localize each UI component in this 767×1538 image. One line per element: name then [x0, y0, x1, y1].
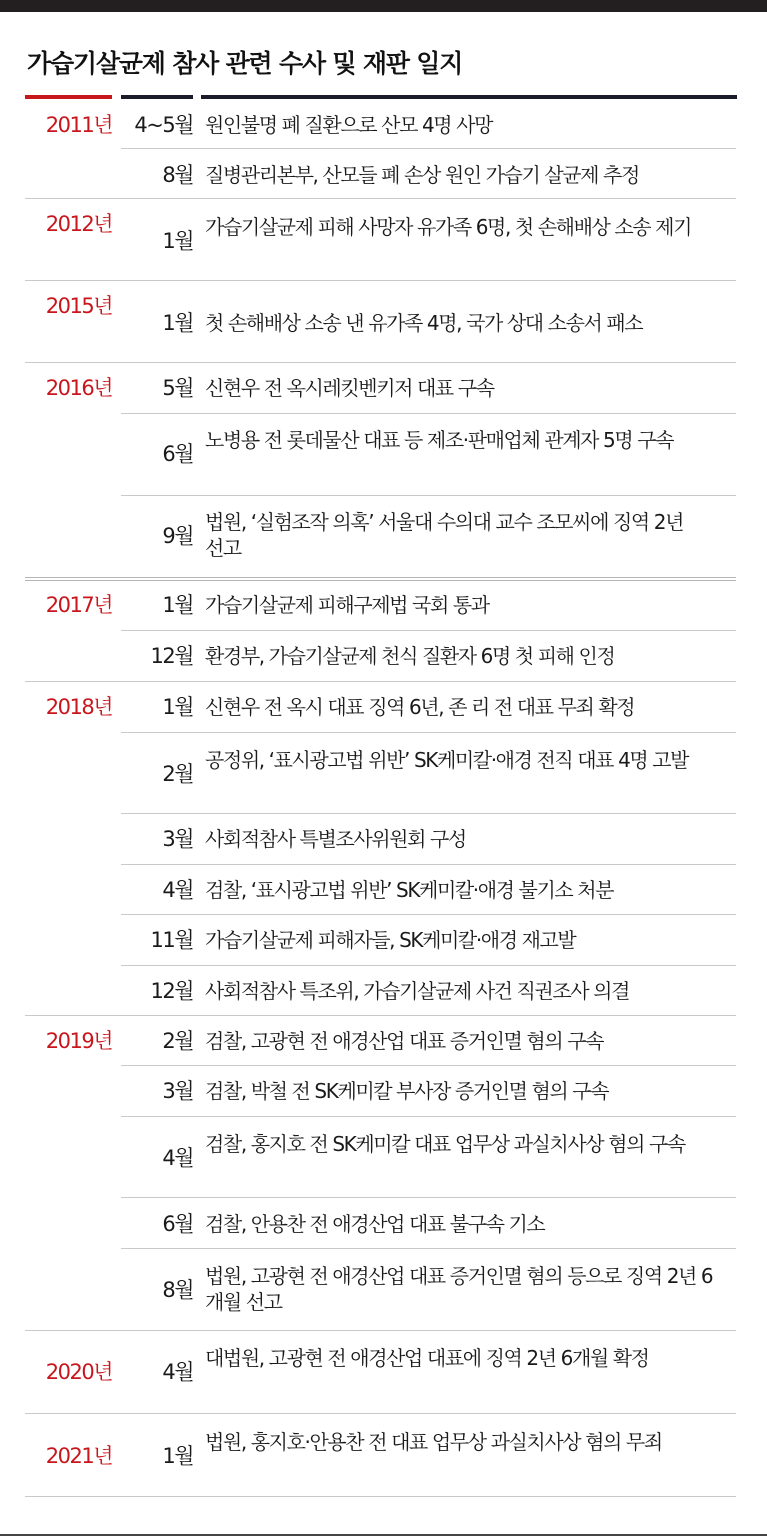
year-label: 2015년	[45, 294, 112, 318]
event-month: 6월	[162, 442, 193, 466]
event-text: 사회적참사 특별조사위원회 구성	[205, 827, 466, 851]
event-month: 9월	[162, 524, 193, 548]
event-text: 공정위, ‘표시광고법 위반’ SK케미칼·애경 전직 대표 4명 고발	[205, 748, 689, 772]
year-divider	[25, 280, 736, 281]
event-text: 가습기살균제 피해 사망자 유가족 6명, 첫 손해배상 소송 제기	[205, 215, 692, 239]
event-month: 2월	[162, 762, 193, 786]
year-divider	[25, 362, 736, 363]
year-label: 2018년	[45, 695, 112, 719]
row-divider	[121, 864, 736, 865]
event-text: 사회적참사 특조위, 가습기살균제 사건 직권조사 의결	[205, 979, 629, 1003]
row-divider	[121, 630, 736, 631]
row-divider	[121, 495, 736, 496]
month-column-header-bar	[121, 95, 193, 99]
event-month: 4~5월	[134, 113, 193, 137]
year-divider	[25, 681, 736, 682]
event-text: 첫 손해배상 소송 낸 유가족 4명, 국가 상대 소송서 패소	[205, 311, 643, 335]
year-label: 2017년	[45, 593, 112, 617]
year-divider-double	[25, 577, 736, 581]
event-text: 검찰, 홍지호 전 SK케미칼 대표 업무상 과실치사상 혐의 구속	[205, 1132, 685, 1156]
event-month: 11월	[150, 928, 193, 952]
bottom-bar	[0, 1534, 767, 1536]
event-month: 8월	[162, 163, 193, 187]
event-month: 12월	[150, 644, 193, 668]
year-divider	[25, 1330, 736, 1331]
event-month: 12월	[150, 979, 193, 1003]
event-text: 검찰, 박철 전 SK케미칼 부사장 증거인멸 혐의 구속	[205, 1079, 609, 1103]
event-month: 6월	[162, 1212, 193, 1236]
event-text: 신현우 전 옥시 대표 징역 6년, 존 리 전 대표 무죄 확정	[205, 695, 635, 719]
event-month: 3월	[162, 827, 193, 851]
year-label: 2011년	[45, 113, 112, 137]
top-bar	[0, 0, 767, 12]
event-month: 1월	[162, 695, 193, 719]
row-divider	[121, 1197, 736, 1198]
event-text: 검찰, ‘표시광고법 위반’ SK케미칼·애경 불기소 처분	[205, 878, 614, 902]
event-text: 검찰, 안용찬 전 애경산업 대표 불구속 기소	[205, 1212, 545, 1236]
event-text: 법원, ‘실험조작 의혹’ 서울대 수의대 교수 조모씨에 징역 2년 선고	[205, 510, 684, 560]
event-text: 검찰, 고광현 전 애경산업 대표 증거인멸 혐의 구속	[205, 1029, 604, 1053]
event-text: 법원, 홍지호·안용찬 전 대표 업무상 과실치사상 혐의 무죄	[205, 1430, 662, 1454]
event-month: 3월	[162, 1079, 193, 1103]
year-divider	[25, 1496, 736, 1497]
event-text: 환경부, 가습기살균제 천식 질환자 6명 첫 피해 인정	[205, 644, 615, 668]
event-month: 4월	[162, 1146, 193, 1170]
event-column-header-bar	[201, 95, 737, 99]
row-divider	[121, 148, 736, 149]
year-divider	[25, 1413, 736, 1414]
event-month: 1월	[162, 311, 193, 335]
event-text: 신현우 전 옥시레킷벤키저 대표 구속	[205, 376, 494, 400]
year-divider	[25, 1015, 736, 1016]
year-label: 2019년	[45, 1029, 112, 1053]
event-month: 4월	[162, 1360, 193, 1384]
event-month: 4월	[162, 878, 193, 902]
year-label: 2020년	[45, 1360, 112, 1384]
year-divider	[25, 198, 736, 199]
event-text: 대법원, 고광현 전 애경산업 대표에 징역 2년 6개월 확정	[205, 1346, 649, 1370]
year-label: 2021년	[45, 1444, 112, 1468]
row-divider	[121, 813, 736, 814]
row-divider	[121, 413, 736, 414]
row-divider	[121, 1116, 736, 1117]
event-text: 원인불명 폐 질환으로 산모 4명 사망	[205, 113, 492, 137]
year-label: 2012년	[45, 212, 112, 236]
row-divider	[121, 732, 736, 733]
page-title: 가습기살균제 참사 관련 수사 및 재판 일지	[27, 49, 463, 78]
event-text: 질병관리본부, 산모들 폐 손상 원인 가습기 살균제 추정	[205, 163, 639, 187]
row-divider	[121, 1065, 736, 1066]
event-text: 노병용 전 롯데물산 대표 등 제조·판매업체 관계자 5명 구속	[205, 428, 674, 452]
row-divider	[121, 965, 736, 966]
event-month: 1월	[162, 593, 193, 617]
event-text: 가습기살균제 피해구제법 국회 통과	[205, 593, 489, 617]
year-column-header-bar	[25, 95, 112, 99]
year-label: 2016년	[45, 376, 112, 400]
row-divider	[121, 1248, 736, 1249]
event-month: 8월	[162, 1278, 193, 1302]
event-month: 1월	[162, 1444, 193, 1468]
event-text: 법원, 고광현 전 애경산업 대표 증거인멸 혐의 등으로 징역 2년 6개월 선고	[205, 1264, 713, 1314]
event-month: 1월	[162, 229, 193, 253]
event-month: 2월	[162, 1029, 193, 1053]
row-divider	[121, 914, 736, 915]
event-text: 가습기살균제 피해자들, SK케미칼·애경 재고발	[205, 928, 576, 952]
event-month: 5월	[162, 376, 193, 400]
